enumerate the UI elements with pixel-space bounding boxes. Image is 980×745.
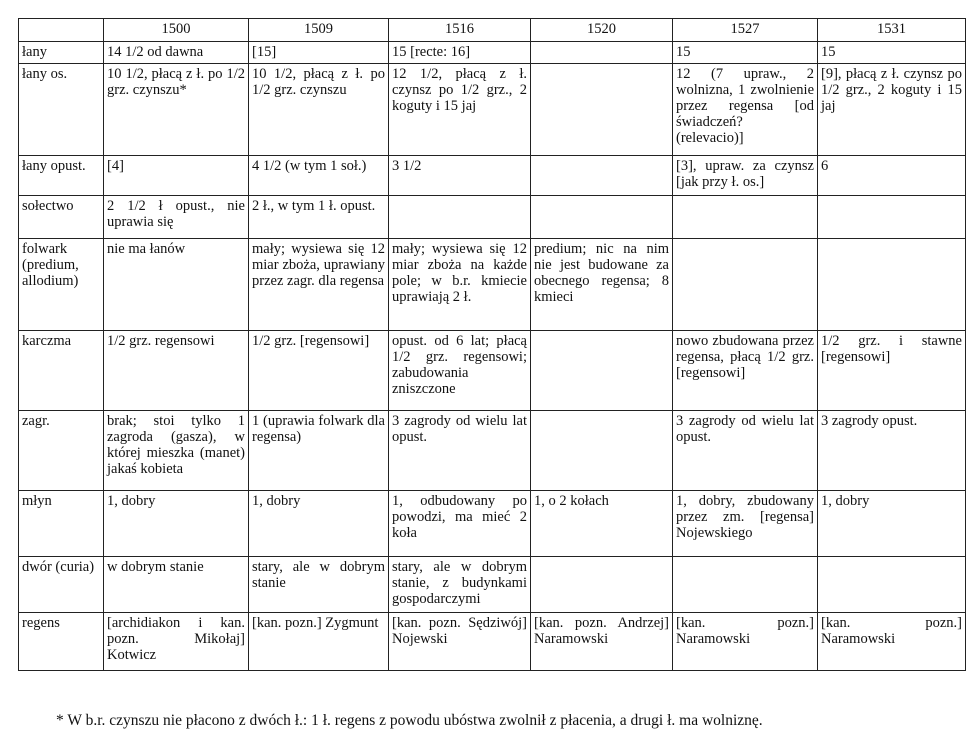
table-cell: 12 (7 upraw., 2 wolnizna, 1 zwolnienie przez regensa [od świadczeń? (relevacio)] <box>673 64 818 156</box>
table-cell: 3 zagrody od wielu lat opust. <box>389 411 531 491</box>
table-cell <box>818 239 966 331</box>
table-row <box>19 239 966 331</box>
header-cell-year: 1531 <box>818 19 966 42</box>
table-cell: nie ma łanów <box>104 239 249 331</box>
table-cell: 15 <box>818 42 966 64</box>
table-cell: opust. od 6 lat; płacą 1/2 grz. regensowi; zabudowania zniszczone <box>389 331 531 411</box>
table-cell: stary, ale w dobrym stanie, z budynkami gospodarczymi <box>389 557 531 613</box>
table-cell: 1 (uprawia folwark dla regensa) <box>249 411 389 491</box>
row-header: karczma <box>19 331 104 411</box>
table-cell: predium; nic na nim nie jest budowane za obecnego regensa; 8 kmieci <box>531 239 673 331</box>
header-cell-year: 1520 <box>531 19 673 42</box>
table-row <box>19 613 966 671</box>
table-cell <box>818 557 966 613</box>
table-cell <box>531 156 673 196</box>
table-row <box>19 491 966 557</box>
table-cell: 1, o 2 kołach <box>531 491 673 557</box>
header-cell-year: 1500 <box>104 19 249 42</box>
table-row <box>19 196 966 239</box>
table-row <box>19 156 966 196</box>
table-cell <box>531 42 673 64</box>
table-cell: 1, dobry, zbudowany przez zm. [regensa] Nojewskiego <box>673 491 818 557</box>
row-header: sołectwo <box>19 196 104 239</box>
table-cell: 6 <box>818 156 966 196</box>
table-cell: 10 1/2, płacą z ł. po 1/2 grz. czynszu* <box>104 64 249 156</box>
table-cell: [archidiakon i kan. pozn. Mikołaj] Kotwicz <box>104 613 249 671</box>
header-row <box>19 19 966 42</box>
row-header: regens <box>19 613 104 671</box>
row-header: młyn <box>19 491 104 557</box>
document-table-wrapper <box>18 18 965 671</box>
table-cell: [kan. pozn.] Zygmunt <box>249 613 389 671</box>
table-row <box>19 42 966 64</box>
census-table <box>18 18 966 671</box>
table-cell <box>389 196 531 239</box>
table-cell: 15 <box>673 42 818 64</box>
table-cell <box>531 331 673 411</box>
table-cell <box>673 557 818 613</box>
table-cell: 12 1/2, płacą z ł. czynsz po 1/2 grz., 2 koguty i 15 jaj <box>389 64 531 156</box>
table-cell: 4 1/2 (w tym 1 soł.) <box>249 156 389 196</box>
table-cell: 1/2 grz. regensowi <box>104 331 249 411</box>
table-cell: brak; stoi tylko 1 zagroda (gasza), w której mieszka (manet) jakaś kobieta <box>104 411 249 491</box>
table-cell <box>673 239 818 331</box>
table-cell: 10 1/2, płacą z ł. po 1/2 grz. czynszu <box>249 64 389 156</box>
table-cell <box>818 196 966 239</box>
header-cell-year: 1527 <box>673 19 818 42</box>
table-cell: [4] <box>104 156 249 196</box>
header-cell-corner <box>19 19 104 42</box>
table-cell: 1, dobry <box>249 491 389 557</box>
table-cell <box>531 64 673 156</box>
table-cell: [15] <box>249 42 389 64</box>
table-cell: 1, dobry <box>818 491 966 557</box>
table-row <box>19 64 966 156</box>
row-header: folwark (predium, allodium) <box>19 239 104 331</box>
table-cell <box>531 557 673 613</box>
table-cell: [kan. pozn. Andrzej] Naramowski <box>531 613 673 671</box>
table-cell: 2 1/2 ł opust., nie uprawia się <box>104 196 249 239</box>
table-cell: stary, ale w dobrym stanie <box>249 557 389 613</box>
table-cell <box>531 196 673 239</box>
table-cell: nowo zbudowana przez regensa, płacą 1/2 grz. [regensowi] <box>673 331 818 411</box>
table-cell: 1/2 grz. [regensowi] <box>249 331 389 411</box>
row-header: dwór (curia) <box>19 557 104 613</box>
header-cell-year: 1509 <box>249 19 389 42</box>
table-cell: 3 zagrody opust. <box>818 411 966 491</box>
header-cell-year: 1516 <box>389 19 531 42</box>
table-cell: w dobrym stanie <box>104 557 249 613</box>
row-header: łany opust. <box>19 156 104 196</box>
table-row <box>19 331 966 411</box>
table-cell <box>531 411 673 491</box>
table-cell: 15 [recte: 16] <box>389 42 531 64</box>
table-cell: 3 1/2 <box>389 156 531 196</box>
table-cell: 3 zagrody od wielu lat opust. <box>673 411 818 491</box>
table-cell: 1, dobry <box>104 491 249 557</box>
footnote: * W b.r. czynszu nie płacono z dwóch ł.: 1 ł. regens z powodu ubóstwa zwolnił z płacenia, a drugi ł. ma wolniznę. <box>56 712 763 729</box>
table-cell: mały; wysiewa się 12 miar zboża na każde pole; w b.r. kmiecie uprawiają 2 ł. <box>389 239 531 331</box>
table-cell: [9], płacą z ł. czynsz po 1/2 grz., 2 koguty i 15 jaj <box>818 64 966 156</box>
table-cell <box>673 196 818 239</box>
table-cell: 1/2 grz. i stawne [regensowi] <box>818 331 966 411</box>
table-cell: 1, odbudowany po powodzi, ma mieć 2 koła <box>389 491 531 557</box>
table-cell: 14 1/2 od dawna <box>104 42 249 64</box>
table-row <box>19 411 966 491</box>
table-cell: [kan. pozn. Sędziwój] Nojewski <box>389 613 531 671</box>
table-cell: 2 ł., w tym 1 ł. opust. <box>249 196 389 239</box>
table-cell: [kan. pozn.] Naramowski <box>673 613 818 671</box>
table-cell: mały; wysiewa się 12 miar zboża, uprawiany przez zagr. dla regensa <box>249 239 389 331</box>
table-cell: [kan. pozn.] Naramowski <box>818 613 966 671</box>
row-header: zagr. <box>19 411 104 491</box>
row-header: łany os. <box>19 64 104 156</box>
row-header: łany <box>19 42 104 64</box>
table-cell: [3], upraw. za czynsz [jak przy ł. os.] <box>673 156 818 196</box>
table-row <box>19 557 966 613</box>
